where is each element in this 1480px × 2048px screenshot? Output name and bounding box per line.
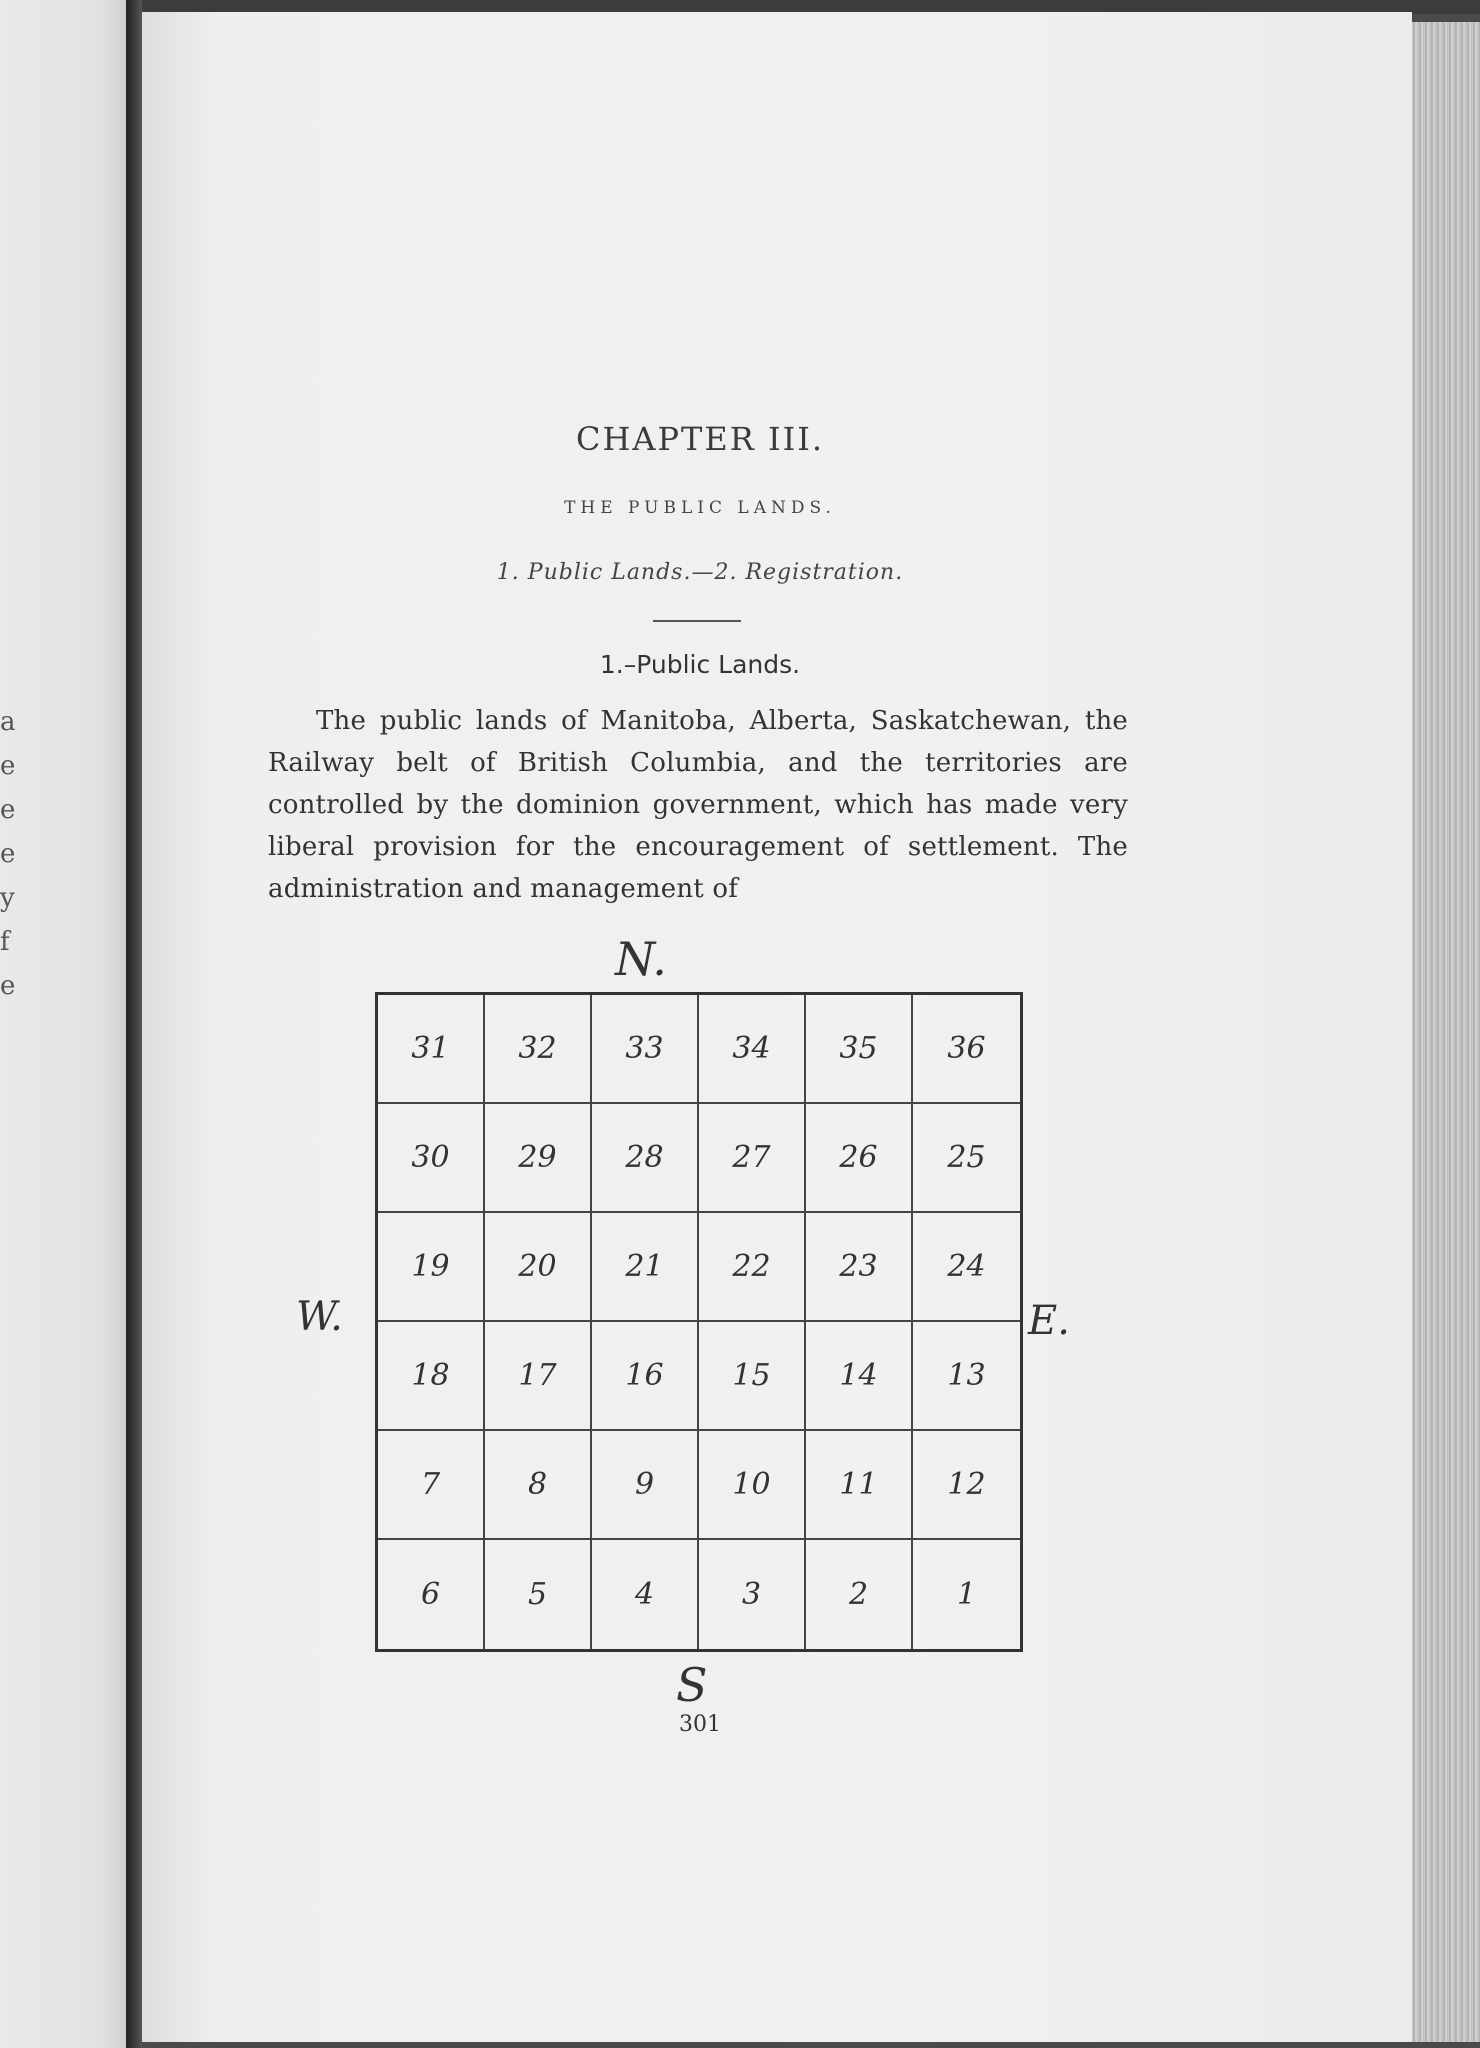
- township-section-grid: [375, 992, 1023, 1652]
- section-cell: 36: [913, 995, 1020, 1104]
- section-cell: 16: [592, 1322, 699, 1431]
- left-edge-letter: y: [0, 883, 15, 913]
- compass-west-label: W.: [296, 1294, 343, 1340]
- compass-south-label: S: [676, 1658, 708, 1712]
- body-paragraph: The public lands of Manitoba, Alberta, Saskatchewan, the Railway belt of British Columbia, and the territories are controlled by the dominion government, which has made very liberal provision for the encouragement of settlement. The administration and management of: [268, 706, 1128, 904]
- section-cell: 29: [485, 1104, 592, 1213]
- section-cell: 4: [592, 1540, 699, 1649]
- section-cell: 35: [806, 995, 913, 1104]
- left-page-edge-text: [0, 700, 20, 1008]
- section-cell: 14: [806, 1322, 913, 1431]
- section-cell: 24: [913, 1213, 1020, 1322]
- left-facing-page: [0, 0, 126, 2048]
- left-edge-letter: f: [0, 927, 10, 957]
- section-cell: 20: [485, 1213, 592, 1322]
- section-cell: 33: [592, 995, 699, 1104]
- chapter-contents: 1. Public Lands.—2. Registration.: [496, 560, 904, 585]
- section-cell: 28: [592, 1104, 699, 1213]
- compass-north-label: N.: [615, 932, 667, 986]
- section-cell: 19: [378, 1213, 485, 1322]
- subsection-heading: 1.–Public Lands.: [599, 650, 801, 679]
- section-cell: 15: [699, 1322, 806, 1431]
- section-cell: 5: [485, 1540, 592, 1649]
- section-cell: 9: [592, 1431, 699, 1540]
- page-fore-edge: [1412, 22, 1480, 2042]
- section-cell: 27: [699, 1104, 806, 1213]
- section-cell: 32: [485, 995, 592, 1104]
- chapter-title: CHAPTER III.: [575, 420, 825, 458]
- section-cell: 3: [699, 1540, 806, 1649]
- section-divider: [653, 620, 741, 622]
- section-cell: 13: [913, 1322, 1020, 1431]
- section-cell: 26: [806, 1104, 913, 1213]
- compass-east-label: E.: [1028, 1298, 1070, 1344]
- left-edge-letter: e: [0, 839, 16, 869]
- section-cell: 12: [913, 1431, 1020, 1540]
- left-edge-letter: e: [0, 751, 16, 781]
- section-cell: 31: [378, 995, 485, 1104]
- left-edge-letter: e: [0, 795, 16, 825]
- book-gutter: [126, 0, 142, 2048]
- section-cell: 11: [806, 1431, 913, 1540]
- page-number: 301: [679, 1712, 721, 1737]
- section-cell: 25: [913, 1104, 1020, 1213]
- section-cell: 7: [378, 1431, 485, 1540]
- section-cell: 8: [485, 1431, 592, 1540]
- section-cell: 18: [378, 1322, 485, 1431]
- section-cell: 6: [378, 1540, 485, 1649]
- section-cell: 22: [699, 1213, 806, 1322]
- section-cell: 10: [699, 1431, 806, 1540]
- section-cell: 21: [592, 1213, 699, 1322]
- section-cell: 2: [806, 1540, 913, 1649]
- section-title: THE PUBLIC LANDS.: [564, 498, 836, 518]
- section-cell: 30: [378, 1104, 485, 1213]
- left-edge-letter: e: [0, 971, 16, 1001]
- section-cell: 1: [956, 1577, 977, 1612]
- left-edge-letter: a: [0, 707, 16, 737]
- section-cell: 17: [485, 1322, 592, 1431]
- section-cell: 23: [806, 1213, 913, 1322]
- section-cell: 34: [699, 995, 806, 1104]
